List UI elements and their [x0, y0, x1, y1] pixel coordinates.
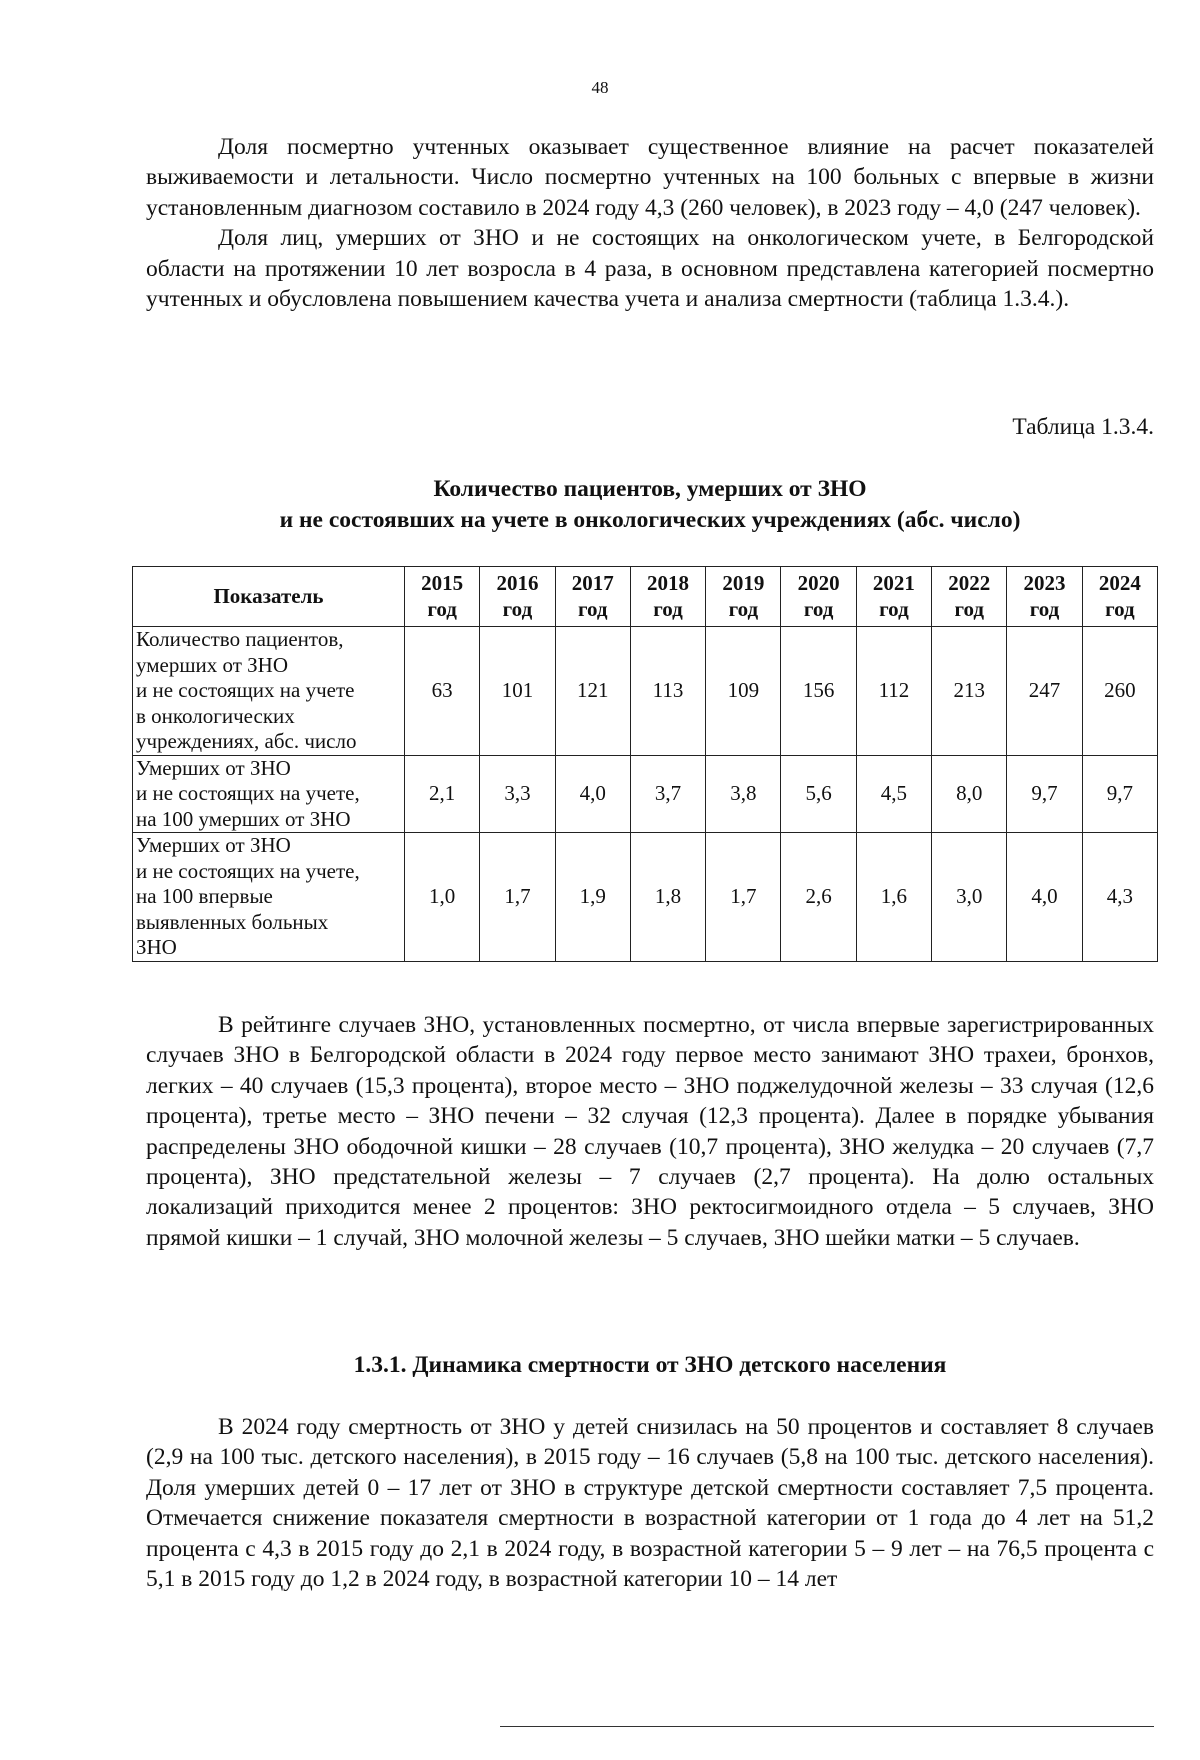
- header-year-value: 2023: [1023, 571, 1066, 595]
- row-label-line: Умерших от ЗНО: [136, 755, 291, 780]
- header-year-2020: [781, 567, 856, 627]
- table-cell: 247: [1007, 627, 1082, 756]
- children-text: [146, 1412, 1154, 1594]
- row-label-line: на 100 умерших от ЗНО: [136, 806, 351, 831]
- table-title-line: и не состоявших на учете в онкологических учреждениях (абс. число): [279, 507, 1021, 533]
- row-label: [133, 833, 405, 962]
- table-cell: 5,6: [781, 755, 856, 833]
- table-cell: 1,0: [405, 833, 480, 962]
- table-caption: Таблица 1.3.4.: [1012, 414, 1154, 440]
- table-cell: 63: [405, 627, 480, 756]
- table-cell: 112: [856, 627, 931, 756]
- row-label-line: и не состоящих на учете,: [136, 858, 360, 883]
- table-cell: 1,7: [480, 833, 555, 962]
- table-row: [133, 627, 1158, 756]
- row-label-line: умерших от ЗНО: [136, 652, 288, 677]
- table-row: [133, 755, 1158, 833]
- row-label-line: учреждениях, абс. число: [136, 729, 357, 753]
- table-cell: 260: [1082, 627, 1157, 756]
- table-cell: 3,3: [480, 755, 555, 833]
- table-cell: 3,0: [932, 833, 1007, 962]
- header-year-unit: год: [577, 596, 608, 621]
- paragraph: Доля посмертно учтенных оказывает существенное влияние на расчет показателей выживаемости и летальности. Число посмертно учтенных на 100 больных с впервые в жизни установленным диагнозом составило в 2024 году 4,3 (260 человек), в 2023 году – 4,0 (247 человек).: [146, 134, 1154, 221]
- table-cell: 1,7: [706, 833, 781, 962]
- header-year-unit: год: [653, 596, 683, 621]
- header-year-unit: год: [728, 596, 759, 621]
- table-row: [133, 833, 1158, 962]
- intro-text: [146, 132, 1154, 314]
- header-year-value: 2015: [421, 571, 464, 595]
- row-label-line: и не состоящих на учете,: [136, 781, 360, 805]
- header-year-value: 2021: [872, 571, 915, 595]
- table-title: [146, 474, 1154, 536]
- header-year-value: 2018: [647, 571, 690, 595]
- header-year-unit: год: [1105, 596, 1135, 621]
- row-label-line: Количество пациентов,: [136, 627, 344, 651]
- row-label-line: и не состоящих на учете: [136, 678, 355, 702]
- table-cell: 121: [555, 627, 630, 756]
- table-cell: 9,7: [1007, 755, 1082, 833]
- header-year-unit: год: [502, 596, 533, 621]
- header-year-value: 2017: [571, 571, 614, 595]
- table-cell: 3,7: [630, 755, 705, 833]
- table-cell: 113: [630, 627, 705, 756]
- table-cell: 109: [706, 627, 781, 756]
- header-year-2018: [630, 567, 705, 627]
- table-cell: 1,9: [555, 833, 630, 962]
- footer-rule: [500, 1726, 1154, 1727]
- row-label-line: Умерших от ЗНО: [136, 833, 291, 857]
- header-year-unit: год: [427, 596, 457, 621]
- table-cell: 4,0: [1007, 833, 1082, 962]
- header-year-unit: год: [879, 596, 909, 621]
- table-cell: 3,8: [706, 755, 781, 833]
- paragraph: Доля лиц, умерших от ЗНО и не состоящих на онкологическом учете, в Белгородской области на протяжении 10 лет возросла в 4 раза, в основном представлена категорией посмертно учтенных и обусловлена повышением качества учета и анализа смертности (таблица 1.3.4.).: [146, 225, 1154, 313]
- header-year-unit: год: [1029, 596, 1060, 621]
- rating-text: [146, 1010, 1154, 1253]
- header-year-2015: [405, 567, 480, 627]
- header-year-2019: [706, 567, 781, 627]
- table-cell: 8,0: [932, 755, 1007, 833]
- data-table: [132, 566, 1158, 962]
- table-body: [133, 627, 1158, 962]
- page-number: 48: [591, 78, 609, 97]
- header-year-unit: год: [954, 596, 984, 621]
- row-label: [133, 627, 405, 756]
- table-header-row: [133, 567, 1158, 627]
- header-year-2021: [856, 567, 931, 627]
- header-label: Показатель: [133, 567, 405, 627]
- row-label: [133, 755, 405, 833]
- header-year-value: 2016: [496, 571, 539, 595]
- header-year-unit: год: [803, 596, 834, 621]
- section-heading: 1.3.1. Динамика смертности от ЗНО детского населения: [353, 1352, 947, 1378]
- row-label-line: ЗНО: [136, 935, 177, 959]
- row-label-line: на 100 впервые: [136, 884, 273, 908]
- table-cell: 4,5: [856, 755, 931, 833]
- table-cell: 2,6: [781, 833, 856, 962]
- row-label-line: в онкологических: [136, 703, 295, 728]
- table-cell: 4,0: [555, 755, 630, 833]
- header-year-value: 2020: [797, 571, 840, 595]
- table-title-line: Количество пациентов, умерших от ЗНО: [433, 476, 867, 502]
- header-year-2023: [1007, 567, 1082, 627]
- header-year-2016: [480, 567, 555, 627]
- table-cell: 4,3: [1082, 833, 1157, 962]
- header-year-value: 2022: [948, 571, 991, 595]
- header-year-2022: [932, 567, 1007, 627]
- table-cell: 213: [932, 627, 1007, 756]
- paragraph: В рейтинге случаев ЗНО, установленных посмертно, от числа впервые зарегистрированных случаев ЗНО в Белгородской области в 2024 году первое место занимают ЗНО трахеи, бронхов, легких – 40 случаев (15,3 процента), второе место – ЗНО поджелудочной железы – 33 случая (12,6 процента), третье место – ЗНО печени – 32 случая (12,3 процента). Далее в порядке убывания распределены ЗНО ободочной кишки – 28 случаев (10,7 процента), ЗНО желудка – 20 случаев (7,7 процента), ЗНО предстательной железы – 7 случаев (2,7 процента). На долю остальных локализаций приходится менее 2 процентов: ЗНО ректосигмоидного отдела – 5 случаев, ЗНО прямой кишки – 1 случай, ЗНО молочной железы – 5 случаев, ЗНО шейки матки – 5 случаев.: [146, 1012, 1154, 1251]
- table-cell: 9,7: [1082, 755, 1157, 833]
- table-cell: 1,6: [856, 833, 931, 962]
- table-cell: 156: [781, 627, 856, 756]
- table-cell: 2,1: [405, 755, 480, 833]
- table-cell: 101: [480, 627, 555, 756]
- header-year-value: 2019: [722, 571, 765, 595]
- table-cell: 1,8: [630, 833, 705, 962]
- paragraph: В 2024 году смертность от ЗНО у детей снизилась на 50 процентов и составляет 8 случаев (2,9 на 100 тыс. детского населения), в 2015 году – 16 случаев (5,8 на 100 тыс. детского населения). Доля умерших детей 0 – 17 лет от ЗНО в структуре детской смертности составляет 7,5 процента. Отмечается снижение показателя смертности в возрастной категории от 1 года до 4 лет на 51,2 процента с 4,3 в 2015 году до 2,1 в 2024 году, в возрастной категории 5 – 9 лет – на 76,5 процента с 5,1 в 2015 году до 1,2 в 2024 году, в возрастной категории 10 – 14 лет: [146, 1414, 1154, 1593]
- header-year-value: 2024: [1098, 571, 1141, 595]
- header-year-2024: [1082, 567, 1157, 627]
- row-label-line: выявленных больных: [136, 909, 329, 934]
- header-year-2017: [555, 567, 630, 627]
